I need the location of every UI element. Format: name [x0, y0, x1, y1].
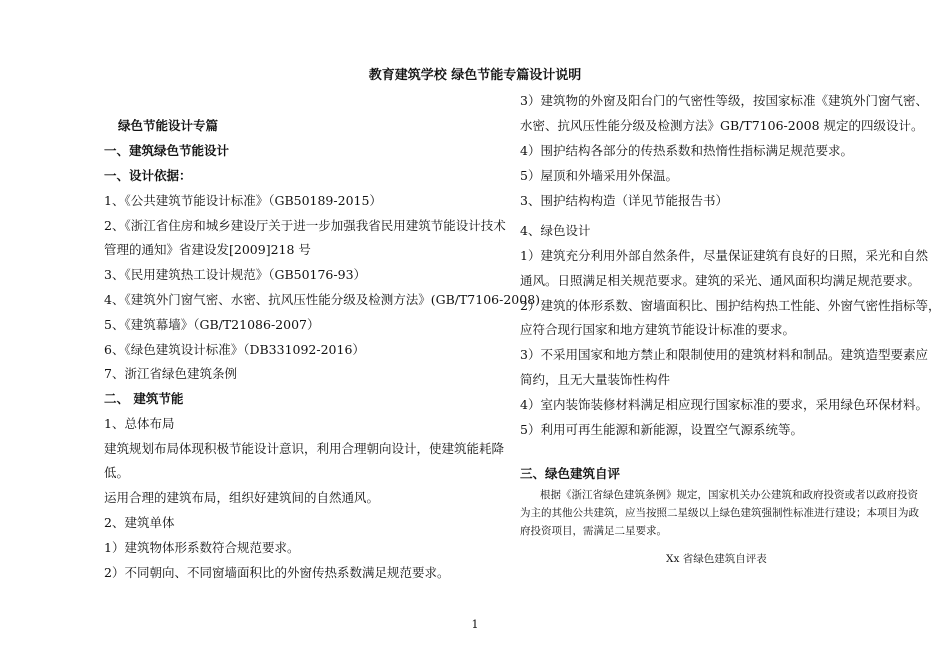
paragraph-line: 1）建筑充分利用外部自然条件，尽量保证建筑有良好的日照，采光和自然: [520, 248, 928, 263]
paragraph-line: 1、总体布局: [104, 416, 175, 431]
paragraph-line: 6、《绿色建筑设计标准》（DB331092-2016）: [104, 342, 365, 357]
paragraph-line: 低。: [104, 465, 130, 480]
paragraph-line: 建筑规划布局体现积极节能设计意识，利用合理朝向设计，使建筑能耗降: [104, 441, 505, 456]
table-caption: Xx 省绿色建筑自评表: [666, 553, 767, 565]
paragraph-line: 2、《浙江省住房和城乡建设厅关于进一步加强我省民用建筑节能设计技术: [104, 218, 506, 233]
paragraph-line: 1、《公共建筑节能设计标准》（GB50189-2015）: [104, 193, 382, 208]
paragraph-line: 水密、抗风压性能分级及检测方法》GB/T7106-2008 规定的四级设计。: [520, 118, 924, 133]
paragraph-line: 3、《民用建筑热工设计规范》（GB50176-93）: [104, 267, 367, 282]
paragraph-line: 4、绿色设计: [520, 223, 591, 238]
section-heading: 绿色节能设计专篇: [118, 118, 219, 133]
paragraph-line: 2）不同朝向、不同窗墙面积比的外窗传热系数满足规范要求。: [104, 565, 450, 580]
paragraph-line: 4）室内装饰装修材料满足相应现行国家标准的要求，采用绿色环保材料。: [520, 397, 928, 412]
paragraph-line: 7、浙江省绿色建筑条例: [104, 366, 237, 381]
section-heading: 三、绿色建筑自评: [520, 466, 621, 481]
paragraph-line: 3）不采用国家和地方禁止和限制使用的建筑材料和制品。建筑造型要素应: [520, 347, 928, 362]
paragraph-line: 2、建筑单体: [104, 515, 175, 530]
paragraph-line: 为主的其他公共建筑，应当按照二星级以上绿色建筑强制性标准进行建设；本项目为政: [520, 507, 919, 519]
paragraph-line: 通风。日照满足相关规范要求。建筑的采光、通风面积均满足规范要求。: [520, 273, 921, 288]
section-heading: 一、建筑绿色节能设计: [104, 143, 230, 158]
paragraph-line: 应符合现行国家和地方建筑节能设计标准的要求。: [520, 322, 796, 337]
paragraph-line: 5、《建筑幕墙》（GB/T21086-2007）: [104, 317, 320, 332]
paragraph-line: 5）利用可再生能源和新能源，设置空气源系统等。: [520, 422, 803, 437]
paragraph-line: 3）建筑物的外窗及阳台门的气密性等级，按国家标准《建筑外门窗气密、: [520, 93, 928, 108]
paragraph-line: 1）建筑物体形系数符合规范要求。: [104, 540, 300, 555]
page-number: 1: [471, 618, 479, 631]
section-heading: 二、 建筑节能: [104, 391, 184, 406]
paragraph-line: 简约，且无大量装饰性构件: [520, 372, 671, 387]
paragraph-line: 4）围护结构各部分的传热系数和热惰性指标满足规范要求。: [520, 143, 853, 158]
paragraph-line: 府投资项目，需满足二星要求。: [520, 525, 667, 537]
document-title: 教育建筑学校 绿色节能专篇设计说明: [368, 68, 582, 83]
section-heading: 一、设计依据：: [104, 168, 192, 183]
paragraph-line: 运用合理的建筑布局，组织好建筑间的自然通风。: [104, 490, 380, 505]
paragraph-line: 3、围护结构构造（详见节能报告书）: [520, 193, 728, 208]
paragraph-line: 2）建筑的体形系数、窗墙面积比、围护结构热工性能、外窗气密性指标等，: [520, 298, 941, 313]
paragraph-line: 5）屋顶和外墙采用外保温。: [520, 168, 678, 183]
paragraph-line: 4、《建筑外门窗气密、水密、抗风压性能分级及检测方法》(GB/T7106-2008): [104, 292, 541, 307]
paragraph-line: 管理的通知》省建设发[2009]218 号: [104, 242, 311, 257]
paragraph-line: 根据《浙江省绿色建筑条例》规定，国家机关办公建筑和政府投资或者以政府投资: [540, 489, 918, 501]
